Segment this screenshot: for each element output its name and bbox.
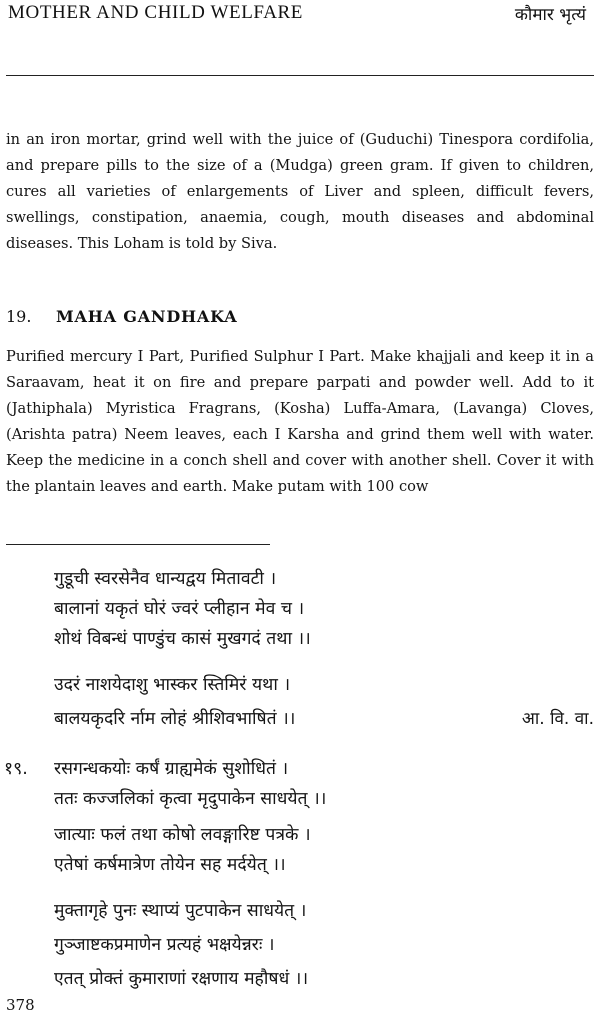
recipe-paragraph: Purified mercury I Part, Purified Sulphur I Part. Make khajjali and keep it in a Saraavam, heat it on fire and prepare parpati and powder well. Add to it (Jathiphala) Myristica Fragrans, (Kosha) Luffa-Amara, (Lavanga) Cloves, (Arishta patra) Neem leaves, each I Karsha and grind them well with water. Keep the medicine in a conch shell and cover with another shell. Cover it with the plantain leaves and earth. Make putam with 100 cow	[6, 348, 594, 495]
section-heading	[6, 307, 237, 326]
verse-line: शोथं विबन्धं पाण्डुंच कासं मुखगदं तथा ।।	[54, 629, 311, 649]
verse-line: उदरं नाशयेदाशु भास्कर स्तिमिरं यथा ।	[54, 675, 291, 695]
verse-line: गुडूची स्वरसेनैव धान्यद्वय मितावटी ।	[54, 569, 277, 589]
running-header	[4, 0, 596, 30]
verse-number: १९.	[4, 759, 28, 779]
running-title-sanskrit: कौमार भृत्यं	[514, 5, 586, 25]
header-rule	[6, 75, 594, 76]
verse-line: एतेषां कर्षमात्रेण तोयेन सह मर्दयेत् ।।	[54, 855, 286, 875]
verse-line: रसगन्धकयोः कर्षं ग्राह्यमेकं सुशोधितं ।	[54, 759, 289, 779]
verse-line: बालयकृदरि र्नाम लोहं श्रीशिवभाषितं ।।	[54, 709, 296, 729]
continued-paragraph: in an iron mortar, grind well with the juice of (Guduchi) Tinespora cordifolia, and prepare pills to the size of a (Mudga) green gram. If given to children, cures all varieties of enlargements of Liver and spleen, difficult fevers, swellings, constipation, anaemia, cough, mouth diseases and abdominal diseases. This Loham is told by Siva.	[6, 131, 594, 252]
page-number: 378	[6, 996, 35, 1014]
footnote-rule	[6, 544, 270, 545]
verse-line: ततः कज्जलिकां कृत्वा मृदुपाकेन साधयेत् ।।	[54, 789, 327, 809]
section-number: 19.	[6, 307, 32, 326]
verse-line: गुञ्जाष्टकप्रमाणेन प्रत्यहं भक्षयेन्नरः ।	[54, 935, 275, 955]
verse-line: एतत् प्रोक्तं कुमाराणां रक्षणाय महौषधं ।।	[54, 969, 309, 989]
verse-line: मुक्तागृहे पुनः स्थाप्यं पुटपाकेन साधयेत् ।	[54, 901, 307, 921]
running-title: MOTHER AND CHILD WELFARE	[8, 2, 303, 23]
verse-line: बालानां यकृतं घोरं ज्वरं प्लीहान मेव च ।	[54, 599, 305, 619]
source-reference: आ. वि. वा.	[521, 709, 594, 729]
section-title: MAHA GANDHAKA	[56, 307, 238, 326]
verse-line: जात्याः फलं तथा कोषो लवङ्गारिष्ट पत्रके ।	[54, 825, 311, 845]
